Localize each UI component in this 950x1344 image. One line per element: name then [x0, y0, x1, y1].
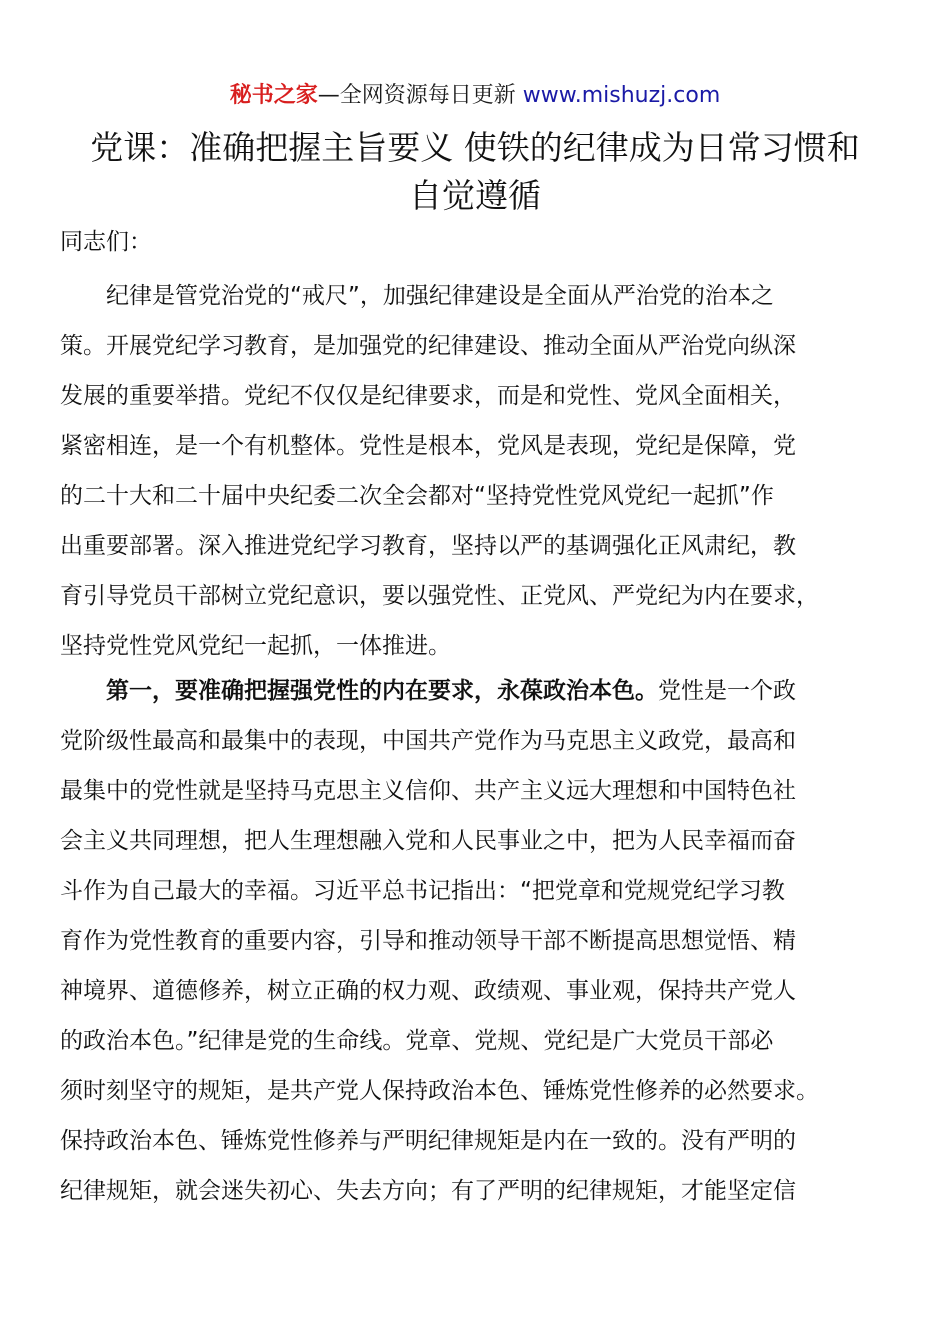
paragraph-line: 党阶级性最高和最集中的表现，中国共产党作为马克思主义政党，最高和	[60, 728, 796, 754]
paragraph-2	[60, 666, 890, 1216]
paragraph-line: 神境界、道德修养，树立正确的权力观、政绩观、事业观，保持共产党人	[60, 978, 796, 1004]
paragraph-line: 坚持党性党风党纪一起抓，一体推进。	[60, 633, 451, 659]
paragraph-line: 最集中的党性就是坚持马克思主义信仰、共产主义远大理想和中国特色社	[60, 778, 796, 804]
paragraph-line: 的政治本色。”纪律是党的生命线。党章、党规、党纪是广大党员干部必	[60, 1028, 774, 1054]
paragraph-first-line	[60, 666, 890, 716]
section-heading: 第一，要准确把握强党性的内在要求，永葆政治本色。	[106, 678, 658, 704]
site-url-link[interactable]: www.mishuzj.com	[522, 83, 721, 108]
paragraph-line: 策。开展党纪学习教育，是加强党的纪律建设、推动全面从严治党向纵深	[60, 333, 796, 359]
title-line-1: 党课：准确把握主旨要义 使铁的纪律成为日常习惯和	[90, 128, 860, 167]
paragraph-line: 出重要部署。深入推进党纪学习教育，坚持以严的基调强化正风肃纪，教	[60, 533, 796, 559]
paragraph-line: 紧密相连，是一个有机整体。党性是根本，党风是表现，党纪是保障，党	[60, 433, 796, 459]
title-line-2: 自觉遵循	[409, 176, 541, 215]
paragraph-line: 的二十大和二十届中央纪委二次全会都对“坚持党性党风党纪一起抓”作	[60, 483, 774, 509]
site-header	[0, 80, 950, 112]
paragraph-line-rest: 党性是一个政	[658, 678, 796, 704]
paragraph-line: 发展的重要举措。党纪不仅仅是纪律要求，而是和党性、党风全面相关，	[60, 383, 796, 409]
salutation: 同志们：	[60, 229, 152, 255]
paragraph-1	[60, 271, 890, 671]
paragraph-line: 育引导党员干部树立党纪意识，要以强党性、正党风、严党纪为内在要求，	[60, 583, 819, 609]
paragraph-line: 须时刻坚守的规矩，是共产党人保持政治本色、锤炼党性修养的必然要求。	[60, 1078, 819, 1104]
brand-name: 秘书之家	[229, 83, 318, 108]
paragraph-line: 育作为党性教育的重要内容，引导和推动领导干部不断提高思想觉悟、精	[60, 928, 796, 954]
paragraph-line: 斗作为自己最大的幸福。习近平总书记指出：“把党章和党规党纪学习教	[60, 878, 785, 904]
paragraph-line: 会主义共同理想，把人生理想融入党和人民事业之中，把为人民幸福而奋	[60, 828, 796, 854]
paragraph-line: 纪律规矩，就会迷失初心、失去方向；有了严明的纪律规矩，才能坚定信	[60, 1178, 796, 1204]
paragraph-line: 纪律是管党治党的“戒尺”，加强纪律建设是全面从严治党的治本之	[106, 283, 774, 309]
header-slogan: —全网资源每日更新	[317, 83, 516, 108]
paragraph-line: 保持政治本色、锤炼党性修养与严明纪律规矩是内在一致的。没有严明的	[60, 1128, 796, 1154]
document-title	[40, 124, 910, 220]
